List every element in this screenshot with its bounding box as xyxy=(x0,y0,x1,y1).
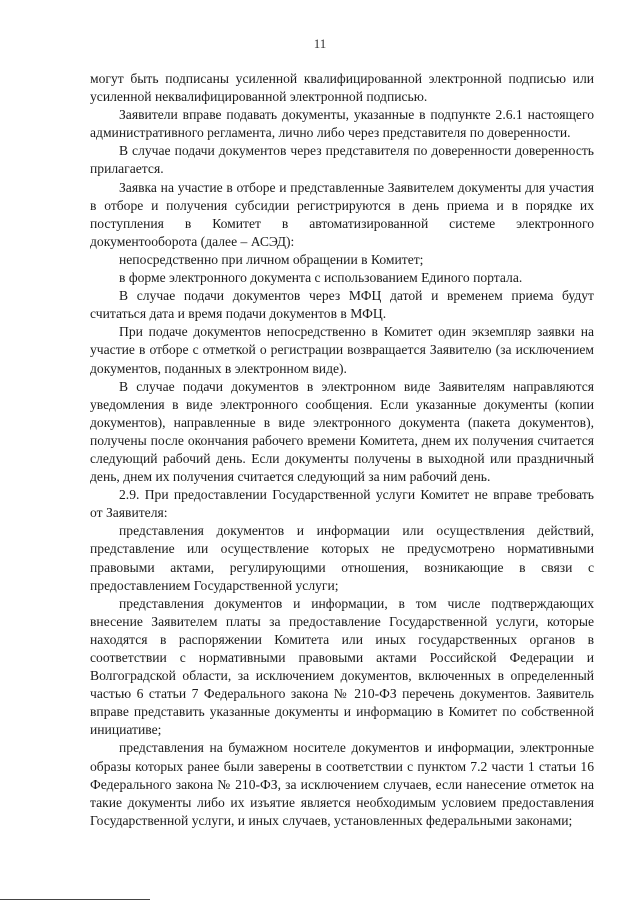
footnote-divider xyxy=(0,899,150,900)
paragraph: При подаче документов непосредственно в Комитет один экземпляр заявки на участие в отборе с отметкой о регистрации возвращается Заявителю (за исключением документов, поданных в электронном виде). xyxy=(90,324,594,376)
paragraph: В случае подачи документов через МФЦ датой и временем приема будут считаться дата и время подачи документов в МФЦ. xyxy=(90,288,594,322)
paragraph: представления на бумажном носителе документов и информации, электронные образы которых ранее были заверены в соответствии с пунктом 7.2 части 1 статьи 16 Федерального закона № 210-ФЗ, за исключением случаев, если нанесение отметок на такие документы либо их изъятие является необходимым условием предоставления Государственной услуги, и иных случаев, установленных федеральными законами; xyxy=(90,740,594,828)
paragraph: могут быть подписаны усиленной квалифицированной электронной подписью или усиленной неквалифицированной электронной подписью. xyxy=(90,71,594,105)
paragraph: Заявка на участие в отборе и представленные Заявителем документы для участия в отборе и получения субсидии регистрируются в день приема и в порядке их поступления в Комитет в автоматизированной системе электронного документооборота (далее – АСЭД): xyxy=(90,179,594,249)
document-body xyxy=(90,70,594,830)
page-number: 11 xyxy=(313,36,327,51)
paragraph: В случае подачи документов через представителя по доверенности доверенность прилагается. xyxy=(90,143,594,177)
paragraph: в форме электронного документа с использованием Единого портала. xyxy=(119,270,523,286)
paragraph: 2.9. При предоставлении Государственной услуги Комитет не вправе требовать от Заявителя: xyxy=(90,487,594,521)
paragraph: представления документов и информации или осуществления действий, представление или осуществление которых не предусмотрено нормативными правовыми актами, регулирующими отношения, возникающие в связи с предоставлением Государственной услуги; xyxy=(90,523,594,593)
paragraph: непосредственно при личном обращении в Комитет; xyxy=(119,251,424,267)
paragraph: Заявители вправе подавать документы, указанные в подпункте 2.6.1 настоящего административного регламента, лично либо через представителя по доверенности. xyxy=(90,107,594,141)
paragraph: В случае подачи документов в электронном виде Заявителям направляются уведомления в виде электронного сообщения. Если указанные документы (копии документов), направленные в виде электронного документа (пакета документов), получены после окончания рабочего времени Комитета, днем их получения считается следующий рабочий день. Если документы получены в выходной или праздничный день, днем их получения считается следующий за ним рабочий день. xyxy=(90,378,594,485)
paragraph: представления документов и информации, в том числе подтверждающих внесение Заявителем платы за предоставление Государственной услуги, которые находятся в распоряжении Комитета или иных государственных органов в соответствии с нормативными правовыми актами Российской Федерации и Волгоградской области, за исключением документов, включенных в определенный частью 6 статьи 7 Федерального закона № 210-ФЗ перечень документов. Заявитель вправе представить указанные документы и информацию в Комитет по собственной инициативе; xyxy=(90,595,594,738)
